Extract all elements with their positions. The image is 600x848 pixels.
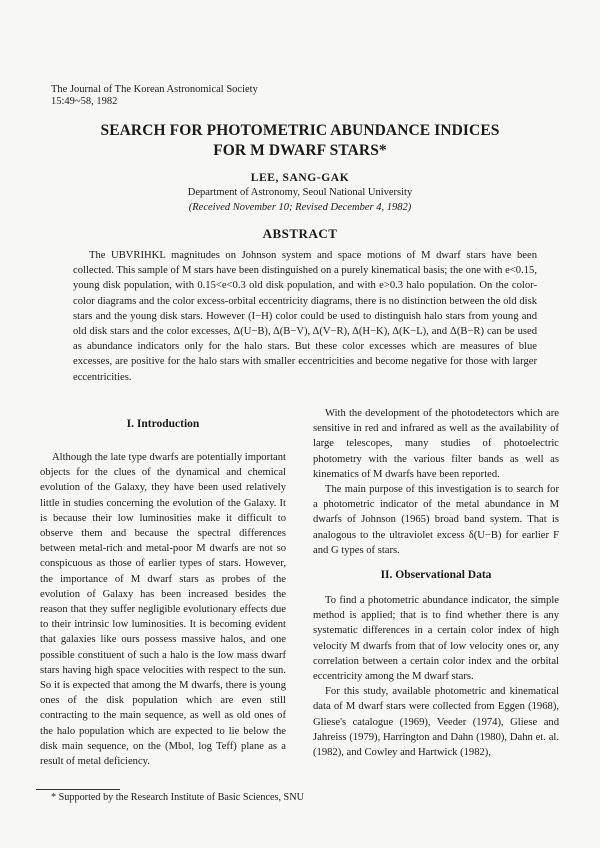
right-column [313, 406, 559, 760]
footnote: * Supported by the Research Institute of Basic Sciences, SNU [51, 792, 304, 803]
title-line-1: SEARCH FOR PHOTOMETRIC ABUNDANCE INDICES [100, 122, 500, 139]
obs-paragraph: For this study, available photometric and kinematical data of M dwarf stars were collected from Eggen (1968), Gliese's catalogue (1969), Veeder (1974), Gliese and Jahreiss (1979), Harrington and Dahn (1980), Dahn et. al. (1982), and Cowley and Hartwick (1982), [313, 686, 559, 759]
received-date: (Received November 10; Revised December 4, 1982) [188, 202, 412, 213]
journal-citation [51, 84, 258, 108]
paper-title [0, 121, 600, 161]
footnote-rule [36, 789, 120, 790]
intro-paragraph: The main purpose of this investigation is to search for a photometric indicator of the metal abundance in M dwarfs of Johnson (1965) broad band system. That is analogous to the ultraviolet excess δ(U−B) for earlier F and G types of stars. [313, 484, 559, 556]
journal-name: The Journal of The Korean Astronomical Society [51, 84, 258, 95]
abstract-text: The UBVRIHKL magnitudes on Johnson system and space motions of M dwarf stars have been collected. This sample of M stars have been distinguished on a purely kinematical basis; the one with e<0.15, young disk population, with 0.15<e<0.3 old disk population, and with e>0.3 halo population. On the color-color diagrams and the color excess-orbital eccentricity diagrams, there is no distinction between the old disk stars and the young disk stars. However (I−H) color could be used to distinguish halo stars from young and old disk stars and the color excesses, Δ(U−B), Δ(B−V), Δ(V−R), Δ(H−K), Δ(K−L), and Δ(B−R) can be used as abundance indicators only for the halo stars. But these color excesses which are measures of blue excesses, are positive for the halo stars with smaller eccentricities and become negative for those with larger eccentricities. [73, 250, 537, 383]
left-column [40, 404, 286, 769]
intro-paragraph: Although the late type dwarfs are potentially important objects for the clues of the dynamical and chemical evolution of the Galaxy, they have been used relatively little in studies concerning the evolution of the Galaxy. It is because their low luminosities make it difficult to observe them and because the spectral differences between metal-rich and metal-poor M dwarfs are not so conspicuous as those of earlier types of stars. However, the importance of M dwarf stars as probes of the evolution of Galaxy has been increased besides the reason that they suffer negligible evolutionary effects due to their intrinsic low luminosities. It is becoming evident that galaxies like ours possess massive halos, and one possible constituent of such a halo is the low mass dwarf stars having high space velocities with respect to the sun. So it is expected that among the M dwarfs, there is young ones of the disk population which are even still contracting to the main sequence, as well as old ones of the halo population which are expected to lie below the disk main sequence, on the (Mbol, log Teff) plane as a result of metal deficiency. [40, 452, 286, 768]
journal-volume: 15:49~58, 1982 [51, 96, 118, 107]
title-line-2: FOR M DWARF STARS* [213, 142, 387, 159]
author: LEE, SANG-GAK [250, 172, 350, 184]
obs-paragraph: To find a photometric abundance indicator, the simple method is applied; that is to find whether there is any systematic differences in a certain color index of high velocity M dwarfs from that of low velocity ones or, any correlation between a certain color index and the orbital eccentricity among the M dwarf stars. [313, 595, 559, 683]
section-heading-observational-data: II. Observational Data [380, 569, 492, 582]
abstract-heading: ABSTRACT [262, 226, 338, 241]
affiliation: Department of Astronomy, Seoul National University [187, 187, 413, 198]
section-heading-introduction: I. Introduction [126, 418, 200, 430]
intro-paragraph: With the development of the photodetectors which are sensitive in red and infrared as well as the availability of large telescopes, many studies of photoelectric photometry with the various filter bands as well as kinematics of M dwarfs have been reported. [313, 408, 559, 480]
